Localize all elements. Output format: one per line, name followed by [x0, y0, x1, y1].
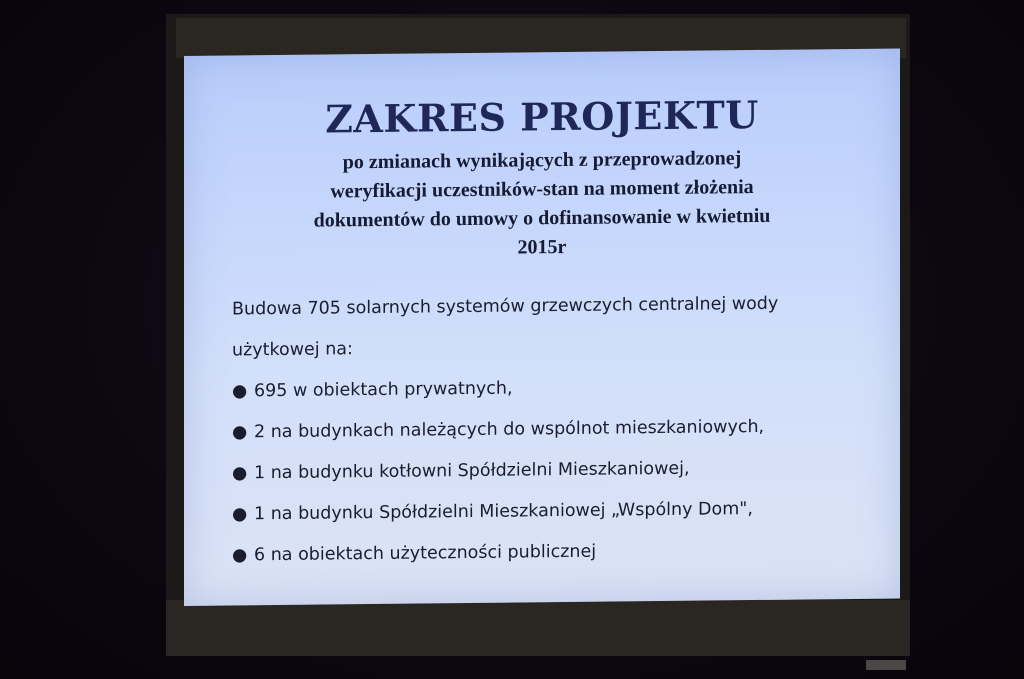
intro-line: użytkowej na: [232, 339, 353, 361]
intro-line: Budowa 705 solarnych systemów grzewczych centralnej wody [232, 293, 779, 320]
list-item [232, 447, 872, 495]
list-item-text: 6 na obiektach użyteczności publicznej [254, 541, 597, 566]
bullet-icon: ● [232, 422, 248, 443]
bullet-icon: ● [232, 381, 248, 402]
bullet-icon: ● [232, 504, 248, 525]
list-item [232, 529, 872, 577]
slide-body [232, 283, 872, 577]
subtitle-line: 2015r [517, 235, 567, 259]
list-item [232, 365, 872, 413]
list-item-text: 1 na budynku Spółdzielni Mieszkaniowej „Wspólny Dom", [254, 499, 753, 525]
bullet-icon: ● [232, 545, 248, 566]
list-item-text: 695 w obiektach prywatnych, [254, 378, 513, 402]
bullet-icon: ● [232, 463, 248, 484]
bullet-list [232, 365, 872, 577]
list-item-text: 1 na budynku kotłowni Spółdzielni Mieszkaniowej, [254, 458, 690, 484]
list-item-text: 2 na budynkach należących do wspólnot mieszkaniowych, [254, 416, 765, 443]
screen-label-tag [866, 660, 906, 670]
screen-bottom-band [166, 600, 910, 656]
slide-subtitle [244, 143, 840, 265]
slide-title: ZAKRES PROJEKTU [325, 91, 759, 142]
subtitle-line: weryfikacji uczestników-stan na moment złożenia [330, 176, 754, 203]
subtitle-line: dokumentów do umowy o dofinansowanie w kwietniu [313, 204, 771, 232]
list-item [232, 406, 872, 454]
subtitle-line: po zmianach wynikających z przeprowadzonej [342, 147, 742, 174]
projected-slide [184, 49, 900, 606]
list-item [232, 488, 872, 536]
